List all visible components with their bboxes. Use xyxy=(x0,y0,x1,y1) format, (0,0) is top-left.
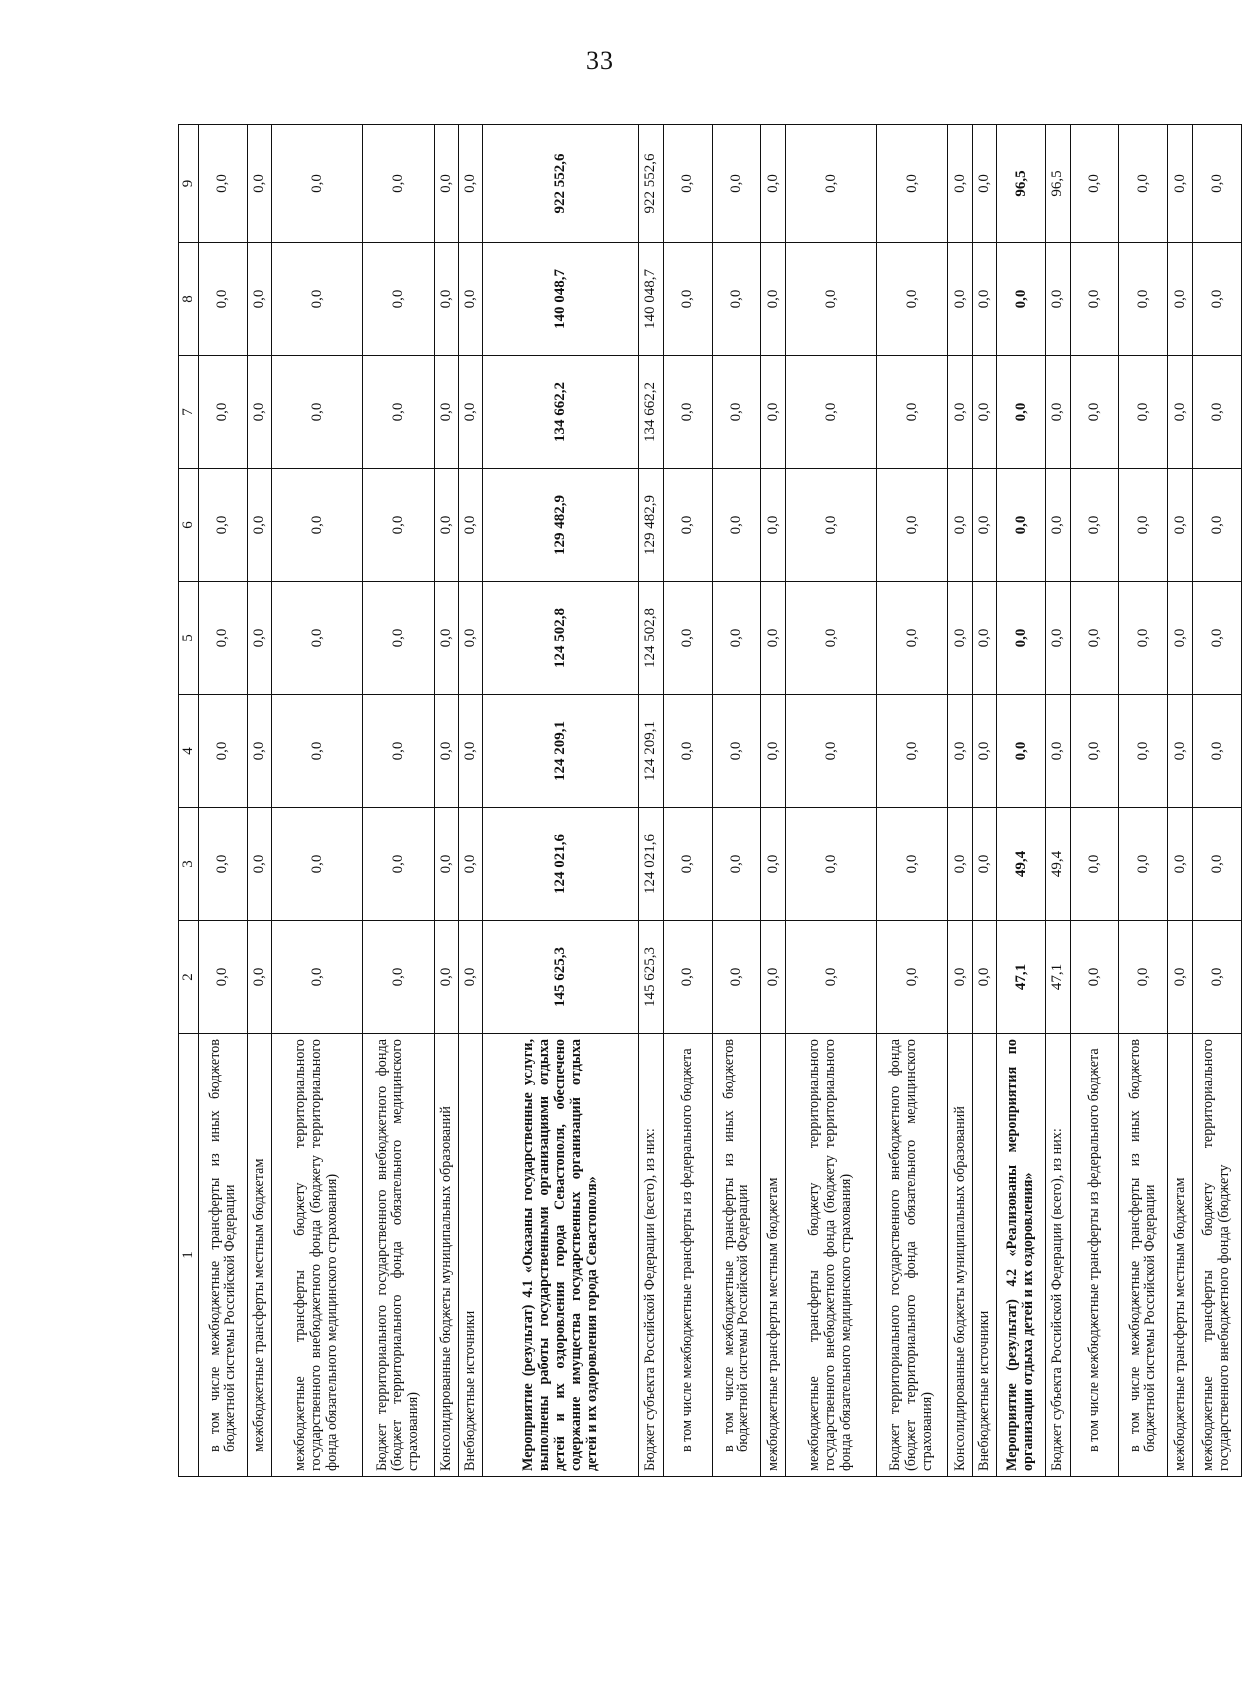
value-cell: 0,0 xyxy=(663,125,712,243)
row-label: в том числе межбюджетные трансферты из федерального бюджета xyxy=(663,1034,712,1477)
value-cell: 0,0 xyxy=(1119,582,1168,695)
value-cell: 0,0 xyxy=(1046,356,1070,469)
value-cell: 0,0 xyxy=(1192,695,1241,808)
value-cell: 0,0 xyxy=(363,695,434,808)
value-cell: 0,0 xyxy=(761,356,785,469)
value-cell: 0,0 xyxy=(1119,695,1168,808)
table-row xyxy=(948,125,972,1477)
row-label: Консолидированные бюджеты муниципальных образований xyxy=(948,1034,972,1477)
value-cell: 0,0 xyxy=(1070,582,1119,695)
value-cell: 0,0 xyxy=(363,921,434,1034)
value-cell: 0,0 xyxy=(363,243,434,356)
value-cell: 0,0 xyxy=(785,356,876,469)
value-cell: 0,0 xyxy=(877,695,948,808)
value-cell: 0,0 xyxy=(1168,469,1192,582)
value-cell: 0,0 xyxy=(761,469,785,582)
value-cell: 0,0 xyxy=(712,808,761,921)
value-cell: 0,0 xyxy=(877,808,948,921)
header-cell: 6 xyxy=(179,469,199,582)
value-cell: 0,0 xyxy=(272,582,363,695)
table-row xyxy=(483,125,639,1477)
row-label: Внебюджетные источники xyxy=(458,1034,482,1477)
header-cell: 4 xyxy=(179,695,199,808)
row-label: в том числе межбюджетные трансферты из иных бюджетов бюджетной системы Российской Федерации xyxy=(712,1034,761,1477)
value-cell: 0,0 xyxy=(1192,125,1241,243)
header-cell: 8 xyxy=(179,243,199,356)
row-label: межбюджетные трансферты бюджету территориального государственного внебюджетного фонда (бюджету территориального фонда обязательного медицинского страхования) xyxy=(785,1034,876,1477)
value-cell: 0,0 xyxy=(1192,921,1241,1034)
value-cell: 0,0 xyxy=(272,125,363,243)
value-cell: 0,0 xyxy=(761,243,785,356)
value-cell: 0,0 xyxy=(972,469,996,582)
value-cell: 124 021,6 xyxy=(639,808,663,921)
row-label: межбюджетные трансферты местным бюджетам xyxy=(761,1034,785,1477)
table-row xyxy=(877,125,948,1477)
value-cell: 0,0 xyxy=(948,695,972,808)
value-cell: 0,0 xyxy=(877,356,948,469)
value-cell: 47,1 xyxy=(997,921,1046,1034)
value-cell: 0,0 xyxy=(997,469,1046,582)
value-cell: 0,0 xyxy=(458,582,482,695)
row-label: в том числе межбюджетные трансферты из иных бюджетов бюджетной системы Российской Федерации xyxy=(198,1034,247,1477)
table-row xyxy=(972,125,996,1477)
value-cell: 0,0 xyxy=(877,582,948,695)
value-cell: 0,0 xyxy=(1070,125,1119,243)
value-cell: 0,0 xyxy=(1168,808,1192,921)
table-row xyxy=(663,125,712,1477)
value-cell: 0,0 xyxy=(761,582,785,695)
value-cell: 0,0 xyxy=(198,243,247,356)
value-cell: 0,0 xyxy=(247,125,271,243)
value-cell: 0,0 xyxy=(434,808,458,921)
value-cell: 0,0 xyxy=(198,582,247,695)
table-row xyxy=(1046,125,1070,1477)
value-cell: 0,0 xyxy=(972,921,996,1034)
value-cell: 0,0 xyxy=(272,695,363,808)
value-cell: 0,0 xyxy=(997,695,1046,808)
value-cell: 0,0 xyxy=(948,356,972,469)
value-cell: 0,0 xyxy=(247,921,271,1034)
rotated-table-frame xyxy=(178,125,1242,1477)
table-row xyxy=(997,125,1046,1477)
value-cell: 124 209,1 xyxy=(483,695,639,808)
value-cell: 0,0 xyxy=(1070,921,1119,1034)
value-cell: 0,0 xyxy=(198,125,247,243)
value-cell: 134 662,2 xyxy=(483,356,639,469)
value-cell: 96,5 xyxy=(1046,125,1070,243)
value-cell: 0,0 xyxy=(948,469,972,582)
value-cell: 0,0 xyxy=(877,243,948,356)
header-cell: 9 xyxy=(179,125,199,243)
value-cell: 0,0 xyxy=(1192,356,1241,469)
value-cell: 0,0 xyxy=(1192,243,1241,356)
value-cell: 0,0 xyxy=(363,356,434,469)
row-label: Мероприятие (результат) 4.2 «Реализованы мероприятия по организации отдыха детей и их оздоровления» xyxy=(997,1034,1046,1477)
value-cell: 0,0 xyxy=(877,921,948,1034)
row-label: в том числе межбюджетные трансферты из иных бюджетов бюджетной системы Российской Федерации xyxy=(1119,1034,1168,1477)
table-row xyxy=(785,125,876,1477)
value-cell: 0,0 xyxy=(1168,125,1192,243)
value-cell: 0,0 xyxy=(997,582,1046,695)
table-body xyxy=(198,125,1241,1477)
value-cell: 0,0 xyxy=(1168,243,1192,356)
table-row xyxy=(434,125,458,1477)
value-cell: 0,0 xyxy=(1119,125,1168,243)
value-cell: 0,0 xyxy=(247,356,271,469)
value-cell: 0,0 xyxy=(785,808,876,921)
value-cell: 0,0 xyxy=(1070,243,1119,356)
value-cell: 0,0 xyxy=(1046,243,1070,356)
value-cell: 124 209,1 xyxy=(639,695,663,808)
value-cell: 0,0 xyxy=(247,582,271,695)
value-cell: 145 625,3 xyxy=(639,921,663,1034)
value-cell: 124 021,6 xyxy=(483,808,639,921)
value-cell: 0,0 xyxy=(247,808,271,921)
value-cell: 0,0 xyxy=(761,808,785,921)
value-cell: 0,0 xyxy=(948,582,972,695)
value-cell: 0,0 xyxy=(1046,469,1070,582)
value-cell: 0,0 xyxy=(198,921,247,1034)
value-cell: 0,0 xyxy=(198,469,247,582)
row-label: Бюджет территориального государственного внебюджетного фонда (бюджет территориального фонда обязательного медицинского страхования) xyxy=(877,1034,948,1477)
value-cell: 0,0 xyxy=(1070,808,1119,921)
value-cell: 0,0 xyxy=(1168,921,1192,1034)
header-row xyxy=(179,125,199,1477)
row-label: Бюджет территориального государственного внебюджетного фонда (бюджет территориального фонда обязательного медицинского страхования) xyxy=(363,1034,434,1477)
value-cell: 0,0 xyxy=(972,582,996,695)
value-cell: 0,0 xyxy=(1046,582,1070,695)
value-cell: 0,0 xyxy=(363,808,434,921)
value-cell: 0,0 xyxy=(198,808,247,921)
table-row xyxy=(761,125,785,1477)
value-cell: 0,0 xyxy=(458,469,482,582)
value-cell: 0,0 xyxy=(1168,582,1192,695)
value-cell: 0,0 xyxy=(663,356,712,469)
value-cell: 0,0 xyxy=(785,243,876,356)
value-cell: 0,0 xyxy=(712,582,761,695)
value-cell: 47,1 xyxy=(1046,921,1070,1034)
value-cell: 0,0 xyxy=(972,125,996,243)
value-cell: 0,0 xyxy=(434,695,458,808)
value-cell: 140 048,7 xyxy=(639,243,663,356)
row-label: Внебюджетные источники xyxy=(972,1034,996,1477)
value-cell: 0,0 xyxy=(972,243,996,356)
value-cell: 0,0 xyxy=(877,125,948,243)
value-cell: 0,0 xyxy=(1192,582,1241,695)
value-cell: 0,0 xyxy=(761,125,785,243)
value-cell: 0,0 xyxy=(712,695,761,808)
value-cell: 49,4 xyxy=(997,808,1046,921)
value-cell: 0,0 xyxy=(1070,695,1119,808)
value-cell: 0,0 xyxy=(1192,808,1241,921)
table-row xyxy=(363,125,434,1477)
header-cell: 2 xyxy=(179,921,199,1034)
table-row xyxy=(247,125,271,1477)
value-cell: 0,0 xyxy=(712,125,761,243)
value-cell: 124 502,8 xyxy=(639,582,663,695)
value-cell: 0,0 xyxy=(761,921,785,1034)
value-cell: 0,0 xyxy=(363,125,434,243)
row-label: Бюджет субъекта Российской Федерации (всего), из них: xyxy=(1046,1034,1070,1477)
value-cell: 0,0 xyxy=(712,469,761,582)
value-cell: 0,0 xyxy=(198,356,247,469)
value-cell: 0,0 xyxy=(785,921,876,1034)
value-cell: 0,0 xyxy=(1119,808,1168,921)
value-cell: 0,0 xyxy=(997,243,1046,356)
row-label: Консолидированные бюджеты муниципальных образований xyxy=(434,1034,458,1477)
value-cell: 0,0 xyxy=(363,469,434,582)
value-cell: 0,0 xyxy=(272,243,363,356)
table-row xyxy=(458,125,482,1477)
table-row xyxy=(272,125,363,1477)
value-cell: 0,0 xyxy=(1168,695,1192,808)
row-label: межбюджетные трансферты местным бюджетам xyxy=(1168,1034,1192,1477)
value-cell: 0,0 xyxy=(272,808,363,921)
value-cell: 0,0 xyxy=(272,921,363,1034)
value-cell: 0,0 xyxy=(1070,469,1119,582)
value-cell: 0,0 xyxy=(458,243,482,356)
value-cell: 0,0 xyxy=(997,356,1046,469)
value-cell: 49,4 xyxy=(1046,808,1070,921)
value-cell: 0,0 xyxy=(272,469,363,582)
header-cell: 5 xyxy=(179,582,199,695)
value-cell: 0,0 xyxy=(948,921,972,1034)
value-cell: 0,0 xyxy=(877,469,948,582)
value-cell: 0,0 xyxy=(458,356,482,469)
value-cell: 0,0 xyxy=(1119,243,1168,356)
value-cell: 0,0 xyxy=(663,695,712,808)
value-cell: 0,0 xyxy=(712,243,761,356)
table-row xyxy=(1168,125,1192,1477)
page-number: 33 xyxy=(586,46,614,75)
value-cell: 0,0 xyxy=(1119,356,1168,469)
value-cell: 0,0 xyxy=(663,921,712,1034)
value-cell: 0,0 xyxy=(272,356,363,469)
value-cell: 0,0 xyxy=(247,695,271,808)
value-cell: 0,0 xyxy=(434,243,458,356)
rotated-table-wrapper xyxy=(178,125,1242,1477)
value-cell: 0,0 xyxy=(663,469,712,582)
value-cell: 0,0 xyxy=(1119,921,1168,1034)
row-label: межбюджетные трансферты бюджету территориального государственного внебюджетного фонда (бюджету территориального фонда обязательного медицинского страхования) xyxy=(272,1034,363,1477)
value-cell: 0,0 xyxy=(434,356,458,469)
value-cell: 0,0 xyxy=(663,582,712,695)
value-cell: 0,0 xyxy=(785,469,876,582)
value-cell: 0,0 xyxy=(761,695,785,808)
value-cell: 0,0 xyxy=(1192,469,1241,582)
value-cell: 0,0 xyxy=(458,125,482,243)
row-label: межбюджетные трансферты местным бюджетам xyxy=(247,1034,271,1477)
value-cell: 0,0 xyxy=(948,243,972,356)
row-label: межбюджетные трансферты бюджету территориального государственного внебюджетного фонда (бюджету xyxy=(1192,1034,1241,1477)
value-cell: 922 552,6 xyxy=(483,125,639,243)
value-cell: 0,0 xyxy=(1070,356,1119,469)
value-cell: 129 482,9 xyxy=(639,469,663,582)
value-cell: 0,0 xyxy=(948,808,972,921)
row-label: Мероприятие (результат) 4.1 «Оказаны государственные услуги, выполнены работы государственными организациями отдыха детей и их оздоровления города Севастополя, обеспечено содержание имущества государственных организаций отдыха детей и их оздоровления города Севастополя» xyxy=(483,1034,639,1477)
value-cell: 0,0 xyxy=(1119,469,1168,582)
value-cell: 129 482,9 xyxy=(483,469,639,582)
value-cell: 0,0 xyxy=(785,582,876,695)
row-label: Бюджет субъекта Российской Федерации (всего), из них: xyxy=(639,1034,663,1477)
value-cell: 0,0 xyxy=(1046,695,1070,808)
value-cell: 0,0 xyxy=(247,469,271,582)
table-row xyxy=(639,125,663,1477)
value-cell: 0,0 xyxy=(434,921,458,1034)
header-cell: 1 xyxy=(179,1034,199,1477)
value-cell: 922 552,6 xyxy=(639,125,663,243)
value-cell: 0,0 xyxy=(458,921,482,1034)
value-cell: 145 625,3 xyxy=(483,921,639,1034)
value-cell: 0,0 xyxy=(198,695,247,808)
header-cell: 7 xyxy=(179,356,199,469)
table-row xyxy=(1119,125,1168,1477)
value-cell: 0,0 xyxy=(434,125,458,243)
value-cell: 0,0 xyxy=(663,808,712,921)
value-cell: 0,0 xyxy=(785,695,876,808)
value-cell: 124 502,8 xyxy=(483,582,639,695)
header-cell: 3 xyxy=(179,808,199,921)
value-cell: 0,0 xyxy=(972,356,996,469)
value-cell: 0,0 xyxy=(663,243,712,356)
value-cell: 0,0 xyxy=(363,582,434,695)
value-cell: 0,0 xyxy=(434,469,458,582)
value-cell: 0,0 xyxy=(972,695,996,808)
value-cell: 134 662,2 xyxy=(639,356,663,469)
row-label: в том числе межбюджетные трансферты из федерального бюджета xyxy=(1070,1034,1119,1477)
table-row xyxy=(1192,125,1241,1477)
value-cell: 0,0 xyxy=(972,808,996,921)
value-cell: 0,0 xyxy=(785,125,876,243)
value-cell: 140 048,7 xyxy=(483,243,639,356)
value-cell: 0,0 xyxy=(948,125,972,243)
value-cell: 0,0 xyxy=(712,356,761,469)
value-cell: 0,0 xyxy=(1168,356,1192,469)
value-cell: 0,0 xyxy=(434,582,458,695)
value-cell: 0,0 xyxy=(458,808,482,921)
value-cell: 0,0 xyxy=(247,243,271,356)
value-cell: 96,5 xyxy=(997,125,1046,243)
table-row xyxy=(712,125,761,1477)
value-cell: 0,0 xyxy=(458,695,482,808)
budget-table xyxy=(178,124,1242,1477)
table-row xyxy=(1070,125,1119,1477)
value-cell: 0,0 xyxy=(712,921,761,1034)
table-row xyxy=(198,125,247,1477)
